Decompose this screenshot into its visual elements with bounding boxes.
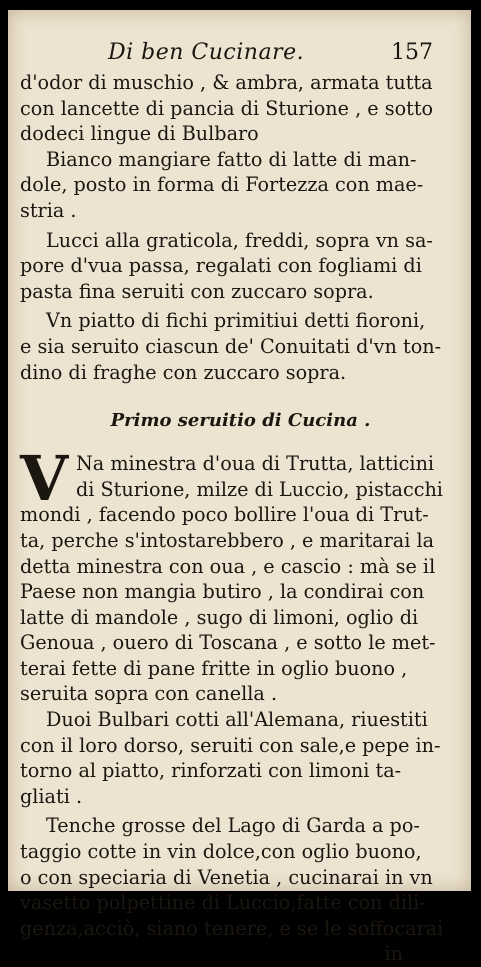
text-line: stria . [20, 198, 77, 222]
page-body [20, 70, 461, 967]
running-title: Di ben Cucinare. [108, 40, 305, 65]
page-number: 157 [391, 40, 433, 65]
text-line: Na minestra d'oua di Trutta, latticini [76, 452, 435, 476]
text-line: ta, perche s'intostarebbero , e maritarai la [20, 528, 435, 552]
text-line: con il loro dorso, seruiti con sale,e pepe in- [20, 733, 441, 757]
text-line: di Sturione, milze di Luccio, pistacchi [76, 477, 443, 501]
section-heading: Primo seruitio di Cucina . [110, 410, 371, 432]
paragraph [20, 228, 461, 305]
text-line: detta minestra con oua , e cascio : mà se il [20, 554, 436, 578]
text-line: terai fette di pane fritte in oglio buono , [20, 656, 408, 680]
text-line: mondi , facendo poco bollire l'oua di Trut- [20, 503, 429, 527]
text-line: taggio cotte in vin dolce,con oglio buono, [20, 840, 422, 864]
drop-cap: V [20, 442, 69, 516]
page-header [108, 40, 433, 70]
text-line: Paese non mangia butiro , la condirai con [20, 580, 425, 604]
paragraph [20, 442, 461, 707]
text-line: o con speciaria di Venetia , cucinarai in vn [20, 865, 433, 889]
paragraph [20, 147, 461, 224]
text-line: vasetto polpettine di Luccio,fatte con dili- [20, 891, 426, 915]
paragraph [20, 308, 461, 385]
paragraph [20, 70, 461, 147]
text-line: torno al piatto, rinforzati con limoni ta- [20, 759, 402, 783]
book-page [8, 10, 471, 966]
text-line: dole, posto in forma di Fortezza con mae- [20, 173, 424, 197]
text-line: con lancette di pancia di Sturione , e sotto [20, 96, 434, 120]
text-line: latte di mandole , sugo di limoni, oglio di [20, 605, 419, 629]
text-line: d'odor di muschio , & ambra, armata tutta [20, 71, 433, 94]
text-line: dodeci lingue di Bulbaro [20, 122, 259, 146]
text-line: e sia seruito ciascun de' Conuitati d'vn ton- [20, 334, 442, 358]
text-line: dino di fraghe con zuccaro sopra. [20, 360, 347, 384]
text-line: Vn piatto di fichi primitiui detti fioroni, [46, 309, 426, 333]
paragraph [20, 813, 461, 967]
catchword: in [384, 942, 403, 966]
text-line: Bianco mangiare fatto di latte di man- [46, 147, 417, 171]
text-line: seruita sopra con canella . [20, 682, 278, 706]
paragraph [20, 707, 461, 809]
text-line: genza,acciò, siano tenere, e se le soffocarai [20, 916, 444, 940]
text-line: pasta fina seruiti con zuccaro sopra. [20, 279, 374, 303]
text-line: Genoua , ouero di Toscana , e sotto le met- [20, 631, 436, 655]
text-line: pore d'vua passa, regalati con fogliami di [20, 254, 422, 278]
text-line: Duoi Bulbari cotti all'Alemana, riuestiti [46, 708, 428, 732]
text-line: gliati . [20, 784, 83, 808]
text-line: Tenche grosse del Lago di Garda a po- [46, 814, 420, 838]
text-line: Lucci alla graticola, freddi, sopra vn sa- [46, 228, 433, 252]
